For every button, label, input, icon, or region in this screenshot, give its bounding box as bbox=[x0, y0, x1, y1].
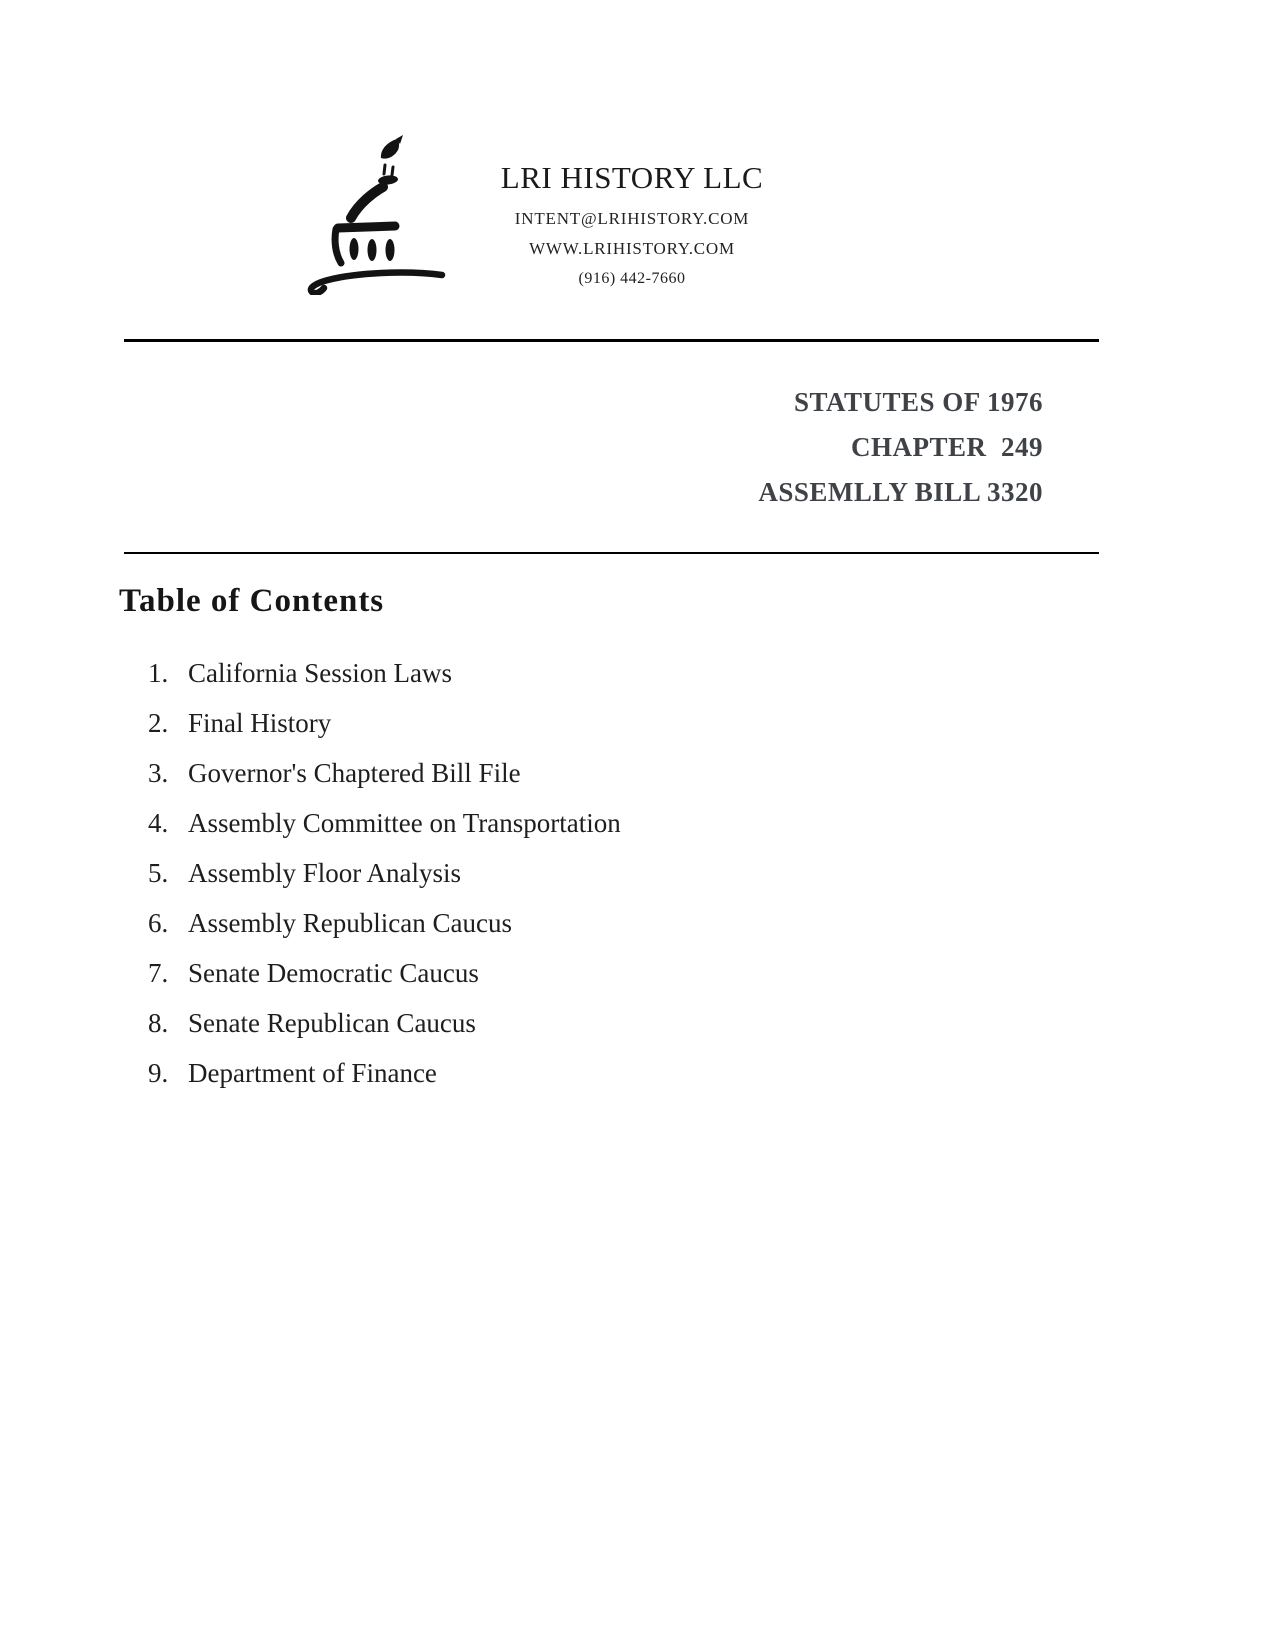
divider-bottom bbox=[124, 552, 1099, 554]
toc-item-label: California Session Laws bbox=[188, 658, 452, 688]
statutes-line: STATUTES OF 1976 bbox=[793, 387, 1043, 417]
toc-item-label: Senate Republican Caucus bbox=[188, 1008, 476, 1038]
toc-title: Table of Contents bbox=[119, 583, 385, 619]
toc-item-number: 6. bbox=[148, 908, 169, 938]
toc-item-label: Governor's Chaptered Bill File bbox=[188, 758, 521, 788]
divider-top bbox=[124, 339, 1099, 342]
toc-item-label: Assembly Republican Caucus bbox=[188, 908, 512, 938]
toc-item-label: Assembly Floor Analysis bbox=[188, 858, 462, 888]
toc-item bbox=[148, 948, 621, 998]
toc-item bbox=[148, 998, 621, 1048]
toc-item bbox=[148, 848, 621, 898]
toc-item bbox=[148, 798, 621, 848]
toc-item-label: Final History bbox=[188, 708, 332, 738]
contact-block bbox=[460, 204, 804, 294]
company-email: INTENT@LRIHISTORY.COM bbox=[514, 209, 750, 228]
assembly-bill-line: ASSEMLLY BILL 3320 bbox=[758, 477, 1043, 507]
toc-item-label: Senate Democratic Caucus bbox=[188, 958, 479, 988]
toc-item-number: 4. bbox=[148, 808, 169, 838]
company-website: WWW.LRIHISTORY.COM bbox=[529, 239, 735, 258]
chapter-line: CHAPTER 249 bbox=[850, 432, 1043, 462]
capitol-dome-icon bbox=[290, 125, 460, 295]
toc-item-label: Department of Finance bbox=[188, 1058, 437, 1088]
toc-item bbox=[148, 648, 621, 698]
toc-item bbox=[148, 1048, 621, 1098]
toc-item-number: 7. bbox=[148, 958, 169, 988]
toc-item-number: 1. bbox=[148, 658, 169, 688]
citation-block bbox=[758, 380, 1043, 515]
toc-item-number: 9. bbox=[148, 1058, 169, 1088]
toc-item-number: 8. bbox=[148, 1008, 169, 1038]
company-name: LRI HISTORY LLC bbox=[500, 160, 764, 195]
toc-item bbox=[148, 898, 621, 948]
toc-item-label: Assembly Committee on Transportation bbox=[188, 808, 621, 838]
toc-item bbox=[148, 748, 621, 798]
toc-item bbox=[148, 698, 621, 748]
toc-list bbox=[148, 648, 621, 1098]
company-phone: (916) 442-7660 bbox=[578, 270, 686, 287]
toc-item-number: 3. bbox=[148, 758, 169, 788]
letterhead bbox=[460, 160, 804, 294]
toc-item-number: 5. bbox=[148, 858, 169, 888]
toc-item-number: 2. bbox=[148, 708, 169, 738]
